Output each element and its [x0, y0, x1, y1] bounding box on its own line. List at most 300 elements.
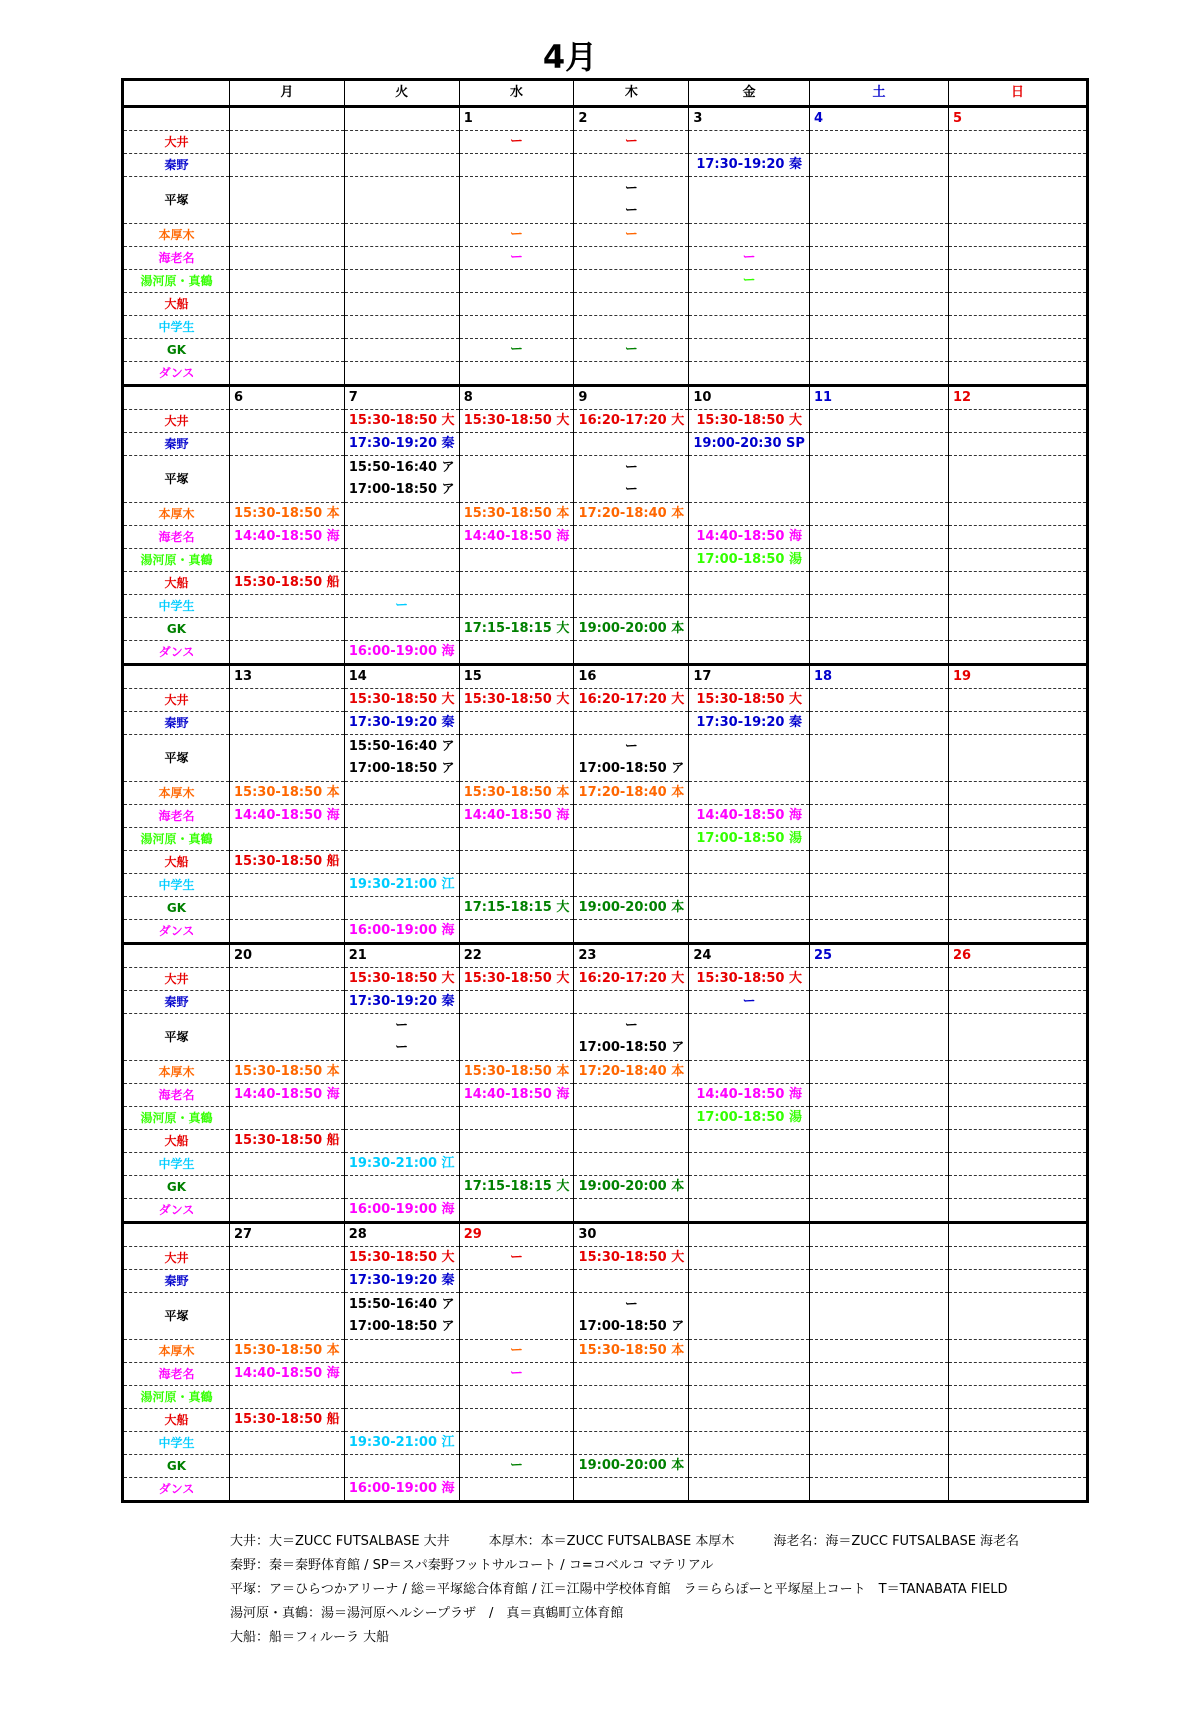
schedule-cell: [948, 1199, 1087, 1223]
schedule-row-ebina: [123, 526, 1088, 549]
schedule-row-yugawara-manazuru: [123, 1107, 1088, 1130]
schedule-cell: [230, 293, 345, 316]
schedule-cell: [689, 874, 810, 897]
schedule-cell: [948, 874, 1087, 897]
schedule-cell: [230, 1153, 345, 1176]
weekday-sat: 土: [809, 80, 948, 107]
schedule-cell: [948, 968, 1087, 991]
schedule-row-yugawara-manazuru: [123, 270, 1088, 293]
schedule-cell-multi: [344, 1014, 459, 1061]
schedule-cell: [574, 293, 689, 316]
schedule-cell: [459, 595, 574, 618]
schedule-row-chugakusei: [123, 874, 1088, 897]
schedule-cell: 15:30-18:50 本: [230, 1061, 345, 1084]
schedule-cell: [230, 316, 345, 339]
category-label: 平塚: [123, 1014, 230, 1061]
schedule-row-ebina: [123, 805, 1088, 828]
schedule-cell: [809, 339, 948, 362]
schedule-cell: [809, 874, 948, 897]
date-row-label: [123, 107, 230, 131]
schedule-cell: ー: [689, 247, 810, 270]
schedule-entry: ー: [624, 482, 638, 497]
category-label: 湯河原・真鶴: [123, 1386, 230, 1409]
weekday-wed: 水: [459, 80, 574, 107]
category-label: 中学生: [123, 874, 230, 897]
schedule-cell: [948, 1478, 1087, 1502]
schedule-cell: [689, 1386, 810, 1409]
schedule-cell: 15:30-18:50 本: [230, 503, 345, 526]
schedule-cell: ー: [459, 224, 574, 247]
category-label: 秦野: [123, 154, 230, 177]
date-number: 20: [230, 944, 345, 968]
schedule-cell: 14:40-18:50 海: [230, 1084, 345, 1107]
schedule-cell: 17:30-19:20 秦: [344, 1270, 459, 1293]
schedule-cell: [574, 433, 689, 456]
schedule-cell: [230, 247, 345, 270]
schedule-cell: 16:20-17:20 大: [574, 968, 689, 991]
schedule-row-gk: [123, 1455, 1088, 1478]
schedule-cell: [230, 920, 345, 944]
schedule-cell: [948, 689, 1087, 712]
schedule-cell: [809, 154, 948, 177]
schedule-cell: 19:30-21:00 江: [344, 1153, 459, 1176]
schedule-cell: [809, 247, 948, 270]
date-number: 10: [689, 386, 810, 410]
schedule-cell: [948, 154, 1087, 177]
schedule-cell: [344, 618, 459, 641]
schedule-cell: [689, 595, 810, 618]
schedule-cell: [689, 1176, 810, 1199]
schedule-cell: [344, 851, 459, 874]
schedule-cell: [809, 270, 948, 293]
category-label: 本厚木: [123, 782, 230, 805]
schedule-cell: [459, 433, 574, 456]
category-label: 大井: [123, 689, 230, 712]
schedule-cell: 17:00-18:50 湯: [689, 549, 810, 572]
schedule-cell: 17:20-18:40 本: [574, 503, 689, 526]
page-title: 4月: [542, 38, 598, 76]
schedule-cell: [230, 735, 345, 782]
schedule-cell: [948, 828, 1087, 851]
schedule-cell: [459, 1270, 574, 1293]
schedule-cell: 16:00-19:00 海: [344, 1199, 459, 1223]
schedule-cell: 15:30-18:50 大: [459, 410, 574, 433]
schedule-cell: [459, 177, 574, 224]
schedule-cell: [689, 131, 810, 154]
schedule-cell: [459, 293, 574, 316]
category-label: 湯河原・真鶴: [123, 828, 230, 851]
schedule-cell: [230, 1386, 345, 1409]
schedule-cell: [230, 456, 345, 503]
schedule-cell: [809, 1107, 948, 1130]
schedule-cell: 15:30-18:50 大: [459, 689, 574, 712]
header-corner: [123, 80, 230, 107]
category-label: 秦野: [123, 1270, 230, 1293]
schedule-cell: [948, 991, 1087, 1014]
schedule-cell: [948, 920, 1087, 944]
schedule-cell: 15:30-18:50 大: [344, 968, 459, 991]
schedule-cell: [948, 1061, 1087, 1084]
schedule-entry: 17:00-18:50 ア: [348, 761, 455, 776]
weekday-mon: 月: [230, 80, 345, 107]
schedule-cell: [809, 689, 948, 712]
schedule-cell: [344, 362, 459, 386]
schedule-cell: 14:40-18:50 海: [459, 805, 574, 828]
schedule-cell: [344, 1340, 459, 1363]
venue-legend: [230, 1530, 1019, 1650]
schedule-cell: 19:00-20:30 SP: [689, 433, 810, 456]
schedule-cell: 14:40-18:50 海: [459, 526, 574, 549]
legend-line: 平塚：ア＝ひらつかアリーナ / 総＝平塚総合体育館 / 江＝江陽中学校体育館 ラ＝ららぽーと平塚屋上コート T＝TANABATA FIELD: [230, 1582, 1008, 1597]
schedule-cell: [948, 1409, 1087, 1432]
schedule-cell: 15:30-18:50 大: [344, 1247, 459, 1270]
schedule-cell: [689, 851, 810, 874]
schedule-cell: [574, 572, 689, 595]
schedule-cell: [689, 316, 810, 339]
schedule-cell: [459, 1432, 574, 1455]
schedule-cell: [459, 1293, 574, 1340]
category-label: ダンス: [123, 641, 230, 665]
category-label: 秦野: [123, 991, 230, 1014]
schedule-cell: [230, 1455, 345, 1478]
date-number: 13: [230, 665, 345, 689]
schedule-cell: [809, 549, 948, 572]
schedule-entry: 17:00-18:50 ア: [578, 1040, 685, 1055]
schedule-cell: [809, 782, 948, 805]
schedule-cell: [230, 1199, 345, 1223]
schedule-cell: [574, 805, 689, 828]
schedule-cell: [574, 1130, 689, 1153]
schedule-cell: [574, 1432, 689, 1455]
schedule-cell: [344, 270, 459, 293]
schedule-cell: [459, 1014, 574, 1061]
schedule-cell: [230, 1247, 345, 1270]
schedule-cell: ー: [459, 1340, 574, 1363]
schedule-row-hiratsuka: [123, 1014, 1088, 1061]
category-label: 湯河原・真鶴: [123, 270, 230, 293]
schedule-cell: [948, 851, 1087, 874]
schedule-cell: [574, 828, 689, 851]
schedule-cell: [948, 177, 1087, 224]
category-label: 湯河原・真鶴: [123, 1107, 230, 1130]
schedule-cell: [689, 572, 810, 595]
date-number: [344, 107, 459, 131]
category-label: 中学生: [123, 1432, 230, 1455]
schedule-cell: 14:40-18:50 海: [230, 1363, 345, 1386]
schedule-entry: ー: [395, 1018, 409, 1033]
schedule-cell: [230, 641, 345, 665]
category-label: 中学生: [123, 1153, 230, 1176]
schedule-cell: [809, 618, 948, 641]
schedule-row-dance: [123, 1478, 1088, 1502]
schedule-entry: ー: [624, 1297, 638, 1312]
schedule-row-chugakusei: [123, 316, 1088, 339]
schedule-cell: [344, 293, 459, 316]
schedule-cell: 15:30-18:50 本: [459, 1061, 574, 1084]
category-label: 大船: [123, 1409, 230, 1432]
schedule-cell: [948, 1130, 1087, 1153]
date-number: 22: [459, 944, 574, 968]
schedule-cell: 17:30-19:20 秦: [689, 712, 810, 735]
schedule-cell: [344, 828, 459, 851]
schedule-cell: [948, 735, 1087, 782]
schedule-cell: [459, 1478, 574, 1502]
date-number: 26: [948, 944, 1087, 968]
week-date-row: [123, 944, 1088, 968]
schedule-entry: ー: [624, 460, 638, 475]
schedule-entry: ー: [624, 203, 638, 218]
schedule-cell: [459, 316, 574, 339]
schedule-cell: [948, 247, 1087, 270]
schedule-cell: [689, 618, 810, 641]
schedule-cell: ー: [459, 1363, 574, 1386]
schedule-cell: 14:40-18:50 海: [689, 1084, 810, 1107]
schedule-cell: [809, 1386, 948, 1409]
schedule-cell: [689, 1340, 810, 1363]
legend-line: 秦野：秦＝秦野体育館 / SP＝スパ秦野フットサルコート / コ=コベルコ マテリアル: [230, 1558, 714, 1573]
category-label: 海老名: [123, 526, 230, 549]
week-date-row: [123, 1223, 1088, 1247]
schedule-cell: [689, 1478, 810, 1502]
schedule-cell: [809, 1176, 948, 1199]
category-label: 平塚: [123, 1293, 230, 1340]
schedule-row-dance: [123, 920, 1088, 944]
schedule-cell: 16:00-19:00 海: [344, 1478, 459, 1502]
date-number: 3: [689, 107, 810, 131]
schedule-cell: [809, 1432, 948, 1455]
schedule-cell: [809, 1293, 948, 1340]
schedule-cell: [689, 177, 810, 224]
schedule-cell: [948, 270, 1087, 293]
schedule-cell: 19:00-20:00 本: [574, 618, 689, 641]
schedule-cell: [230, 595, 345, 618]
schedule-row-gk: [123, 339, 1088, 362]
schedule-cell: [689, 1293, 810, 1340]
date-number: 24: [689, 944, 810, 968]
schedule-cell: 15:30-18:50 大: [344, 410, 459, 433]
schedule-cell: [948, 1455, 1087, 1478]
schedule-cell: [948, 1386, 1087, 1409]
schedule-cell-multi: [344, 1293, 459, 1340]
week-date-row: [123, 107, 1088, 131]
schedule-cell: [230, 339, 345, 362]
schedule-cell: [459, 1130, 574, 1153]
schedule-row-oi: [123, 131, 1088, 154]
schedule-cell: [689, 1199, 810, 1223]
schedule-cell: 15:30-18:50 船: [230, 572, 345, 595]
schedule-cell: [948, 433, 1087, 456]
category-label: 大井: [123, 131, 230, 154]
schedule-cell: [574, 991, 689, 1014]
schedule-cell: [459, 154, 574, 177]
schedule-cell: [574, 270, 689, 293]
schedule-cell: [230, 1432, 345, 1455]
schedule-cell: [459, 1386, 574, 1409]
schedule-cell: [809, 316, 948, 339]
schedule-cell: [809, 641, 948, 665]
schedule-cell: 15:30-18:50 大: [344, 689, 459, 712]
schedule-entry: ー: [624, 181, 638, 196]
schedule-cell: [809, 1130, 948, 1153]
schedule-row-oi: [123, 1247, 1088, 1270]
category-label: 平塚: [123, 456, 230, 503]
schedule-cell: [809, 224, 948, 247]
schedule-row-honatsugi: [123, 782, 1088, 805]
schedule-entry: 17:00-18:50 ア: [578, 761, 685, 776]
schedule-cell: [948, 897, 1087, 920]
schedule-cell: [689, 920, 810, 944]
schedule-row-chugakusei: [123, 1432, 1088, 1455]
weekday-tue: 火: [344, 80, 459, 107]
schedule-row-ofuna: [123, 1409, 1088, 1432]
schedule-cell: 14:40-18:50 海: [459, 1084, 574, 1107]
schedule-cell: [809, 1478, 948, 1502]
schedule-cell: 19:00-20:00 本: [574, 1176, 689, 1199]
schedule-cell: [689, 735, 810, 782]
weekday-sun: 日: [948, 80, 1087, 107]
schedule-cell: [809, 968, 948, 991]
schedule-cell: [809, 735, 948, 782]
schedule-cell: [809, 410, 948, 433]
date-number: 1: [459, 107, 574, 131]
schedule-row-hadano: [123, 154, 1088, 177]
date-number: 11: [809, 386, 948, 410]
schedule-cell: 15:30-18:50 大: [689, 410, 810, 433]
schedule-row-ebina: [123, 247, 1088, 270]
date-number: 27: [230, 1223, 345, 1247]
schedule-cell: [230, 270, 345, 293]
category-label: 大井: [123, 410, 230, 433]
date-number: 5: [948, 107, 1087, 131]
schedule-cell: [574, 247, 689, 270]
date-number: 23: [574, 944, 689, 968]
schedule-cell: [689, 1014, 810, 1061]
schedule-cell: ー: [689, 270, 810, 293]
schedule-cell: [459, 1153, 574, 1176]
date-number: 28: [344, 1223, 459, 1247]
schedule-cell: [809, 362, 948, 386]
schedule-cell: [948, 782, 1087, 805]
schedule-cell: [809, 177, 948, 224]
schedule-cell: 16:20-17:20 大: [574, 410, 689, 433]
schedule-cell: [230, 991, 345, 1014]
schedule-cell: ー: [459, 339, 574, 362]
date-number: 14: [344, 665, 459, 689]
schedule-row-chugakusei: [123, 1153, 1088, 1176]
schedule-cell: [230, 154, 345, 177]
date-number: 17: [689, 665, 810, 689]
weekday-fri: 金: [689, 80, 810, 107]
schedule-cell: ー: [459, 247, 574, 270]
date-number: 25: [809, 944, 948, 968]
week-date-row: [123, 386, 1088, 410]
schedule-entry: 15:50-16:40 ア: [348, 739, 455, 754]
schedule-cell: [344, 1176, 459, 1199]
date-row-label: [123, 665, 230, 689]
date-number: 21: [344, 944, 459, 968]
schedule-cell: [230, 1176, 345, 1199]
schedule-row-oi: [123, 968, 1088, 991]
schedule-cell: 15:30-18:50 大: [689, 968, 810, 991]
schedule-cell: [230, 828, 345, 851]
schedule-cell: [344, 247, 459, 270]
schedule-entry: ー: [395, 1040, 409, 1055]
schedule-cell: [344, 131, 459, 154]
category-label: 秦野: [123, 712, 230, 735]
schedule-cell: [809, 595, 948, 618]
schedule-cell-multi: [574, 177, 689, 224]
schedule-cell: [948, 339, 1087, 362]
schedule-cell: ー: [689, 991, 810, 1014]
category-label: 本厚木: [123, 1061, 230, 1084]
schedule-cell: [344, 572, 459, 595]
schedule-cell: 19:30-21:00 江: [344, 874, 459, 897]
schedule-cell: 17:30-19:20 秦: [689, 154, 810, 177]
schedule-cell: [948, 1153, 1087, 1176]
category-label: 平塚: [123, 735, 230, 782]
schedule-cell: 17:30-19:20 秦: [344, 991, 459, 1014]
schedule-cell: 15:30-18:50 大: [459, 968, 574, 991]
schedule-entry: ー: [624, 1018, 638, 1033]
category-label: 大船: [123, 851, 230, 874]
legend-line: 大井：大＝ZUCC FUTSALBASE 大井 本厚木：本＝ZUCC FUTSALBASE 本厚木 海老名：海＝ZUCC FUTSALBASE 海老名: [230, 1534, 1020, 1549]
schedule-row-hadano: [123, 712, 1088, 735]
schedule-cell: [948, 1247, 1087, 1270]
schedule-cell: [574, 712, 689, 735]
schedule-cell: ー: [344, 595, 459, 618]
schedule-cell: [809, 1153, 948, 1176]
date-number: 16: [574, 665, 689, 689]
schedule-row-gk: [123, 897, 1088, 920]
schedule-cell: [689, 1455, 810, 1478]
schedule-cell: [948, 572, 1087, 595]
schedule-cell: [809, 1455, 948, 1478]
schedule-row-hiratsuka: [123, 456, 1088, 503]
schedule-cell: [948, 1270, 1087, 1293]
schedule-row-honatsugi: [123, 1340, 1088, 1363]
schedule-cell: [948, 1107, 1087, 1130]
schedule-cell: [344, 1130, 459, 1153]
schedule-cell: 19:30-21:00 江: [344, 1432, 459, 1455]
schedule-row-honatsugi: [123, 1061, 1088, 1084]
schedule-cell: [459, 456, 574, 503]
schedule-calendar: [121, 78, 1089, 1503]
schedule-cell: [948, 503, 1087, 526]
schedule-cell: [948, 526, 1087, 549]
schedule-cell: [230, 433, 345, 456]
schedule-cell: [230, 874, 345, 897]
date-number: 12: [948, 386, 1087, 410]
schedule-cell: [809, 828, 948, 851]
schedule-cell: [809, 526, 948, 549]
schedule-cell: 15:30-18:50 本: [459, 782, 574, 805]
schedule-cell: [809, 1247, 948, 1270]
schedule-cell: [344, 1061, 459, 1084]
category-label: 大船: [123, 572, 230, 595]
date-number: 9: [574, 386, 689, 410]
legend-line: 湯河原・真鶴：湯＝湯河原ヘルシープラザ / 真＝真鶴町立体育館: [230, 1606, 624, 1621]
schedule-cell: [948, 641, 1087, 665]
schedule-cell: [809, 991, 948, 1014]
schedule-cell: [689, 641, 810, 665]
category-label: ダンス: [123, 1478, 230, 1502]
weekday-header-row: [123, 80, 1088, 107]
schedule-row-gk: [123, 618, 1088, 641]
schedule-cell: 15:30-18:50 本: [230, 782, 345, 805]
schedule-cell: [809, 572, 948, 595]
schedule-cell-multi: [574, 456, 689, 503]
schedule-cell: [809, 1363, 948, 1386]
